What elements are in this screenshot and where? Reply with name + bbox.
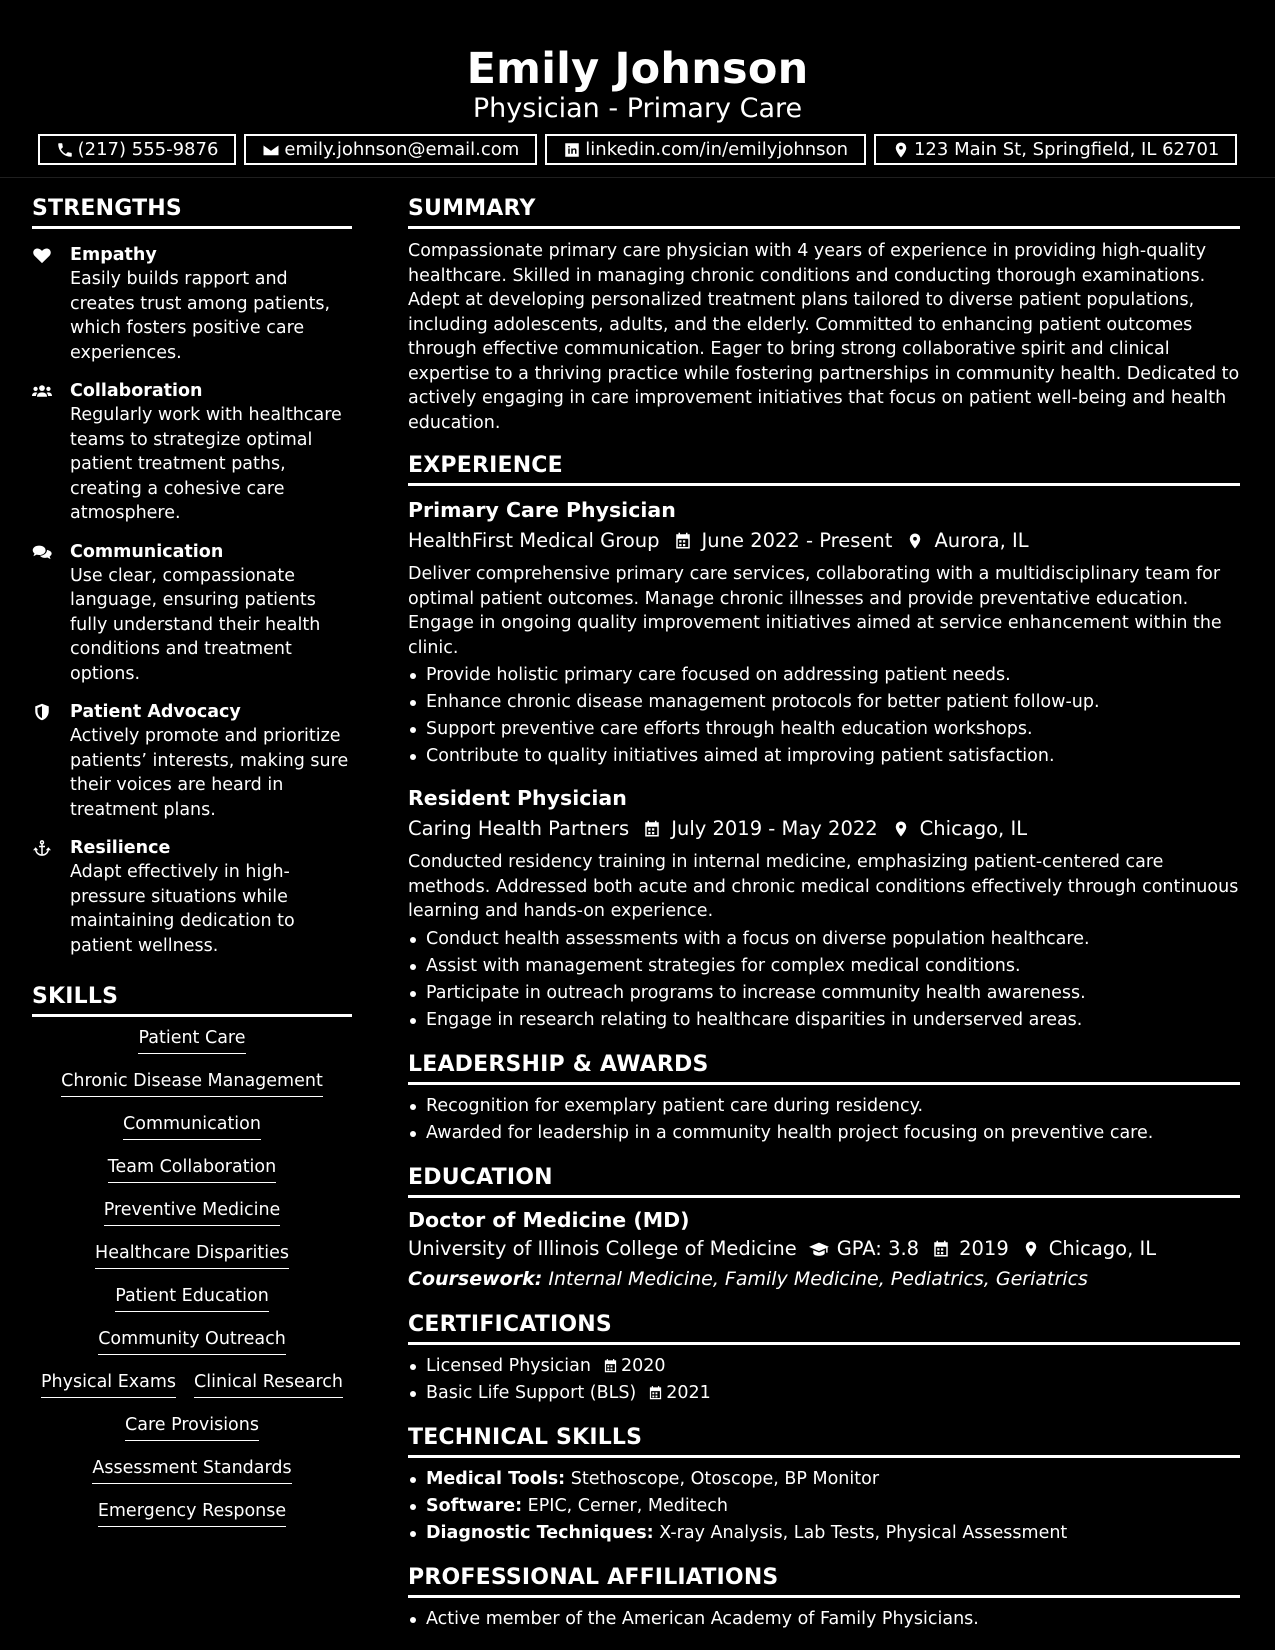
shield-icon: [32, 703, 52, 721]
strength-item: [32, 700, 352, 822]
graduation-year: 2019: [959, 1236, 1009, 1260]
skill-tag: Physical Exams: [41, 1371, 176, 1398]
education-section: [408, 1165, 1240, 1294]
certifications-title: CERTIFICATIONS: [408, 1312, 1240, 1345]
list-item: Support preventive care efforts through health education workshops.: [408, 716, 1240, 743]
cert-year: 2020: [620, 1355, 666, 1376]
skill-tag: Chronic Disease Management: [61, 1070, 323, 1097]
list-item: Contribute to quality initiatives aimed at improving patient satisfaction.: [408, 743, 1240, 770]
map-pin-icon: [892, 820, 910, 838]
job-entry: [408, 496, 1240, 770]
job-entry: [408, 784, 1240, 1034]
list-item: Engage in research relating to healthcare disparities in underserved areas.: [408, 1007, 1240, 1034]
job-desc: Conducted residency training in internal medicine, emphasizing patient-centered care methods. Addressed both acute and chronic medical conditions effectively through continuous learning and hands-on experience.: [408, 852, 1239, 921]
affiliations-title: PROFESSIONAL AFFILIATIONS: [408, 1565, 1240, 1598]
skills-list: [32, 1027, 352, 1527]
strength-item: [32, 836, 352, 958]
job-location: Aurora, IL: [934, 529, 1029, 552]
cert-name: Licensed Physician: [426, 1355, 591, 1376]
list-item: [408, 1493, 1240, 1520]
technical-skills-section: [408, 1425, 1240, 1547]
skill-tag: Patient Education: [115, 1285, 269, 1312]
map-pin-icon: [1021, 1240, 1041, 1258]
summary-title: SUMMARY: [408, 196, 1240, 229]
linkedin-icon: [563, 141, 581, 159]
job-title: Resident Physician: [408, 786, 627, 810]
skill-tag: Preventive Medicine: [104, 1199, 281, 1226]
job-desc: Deliver comprehensive primary care services, collaborating with a multidisciplinary team for optimal patient outcomes. Manage chronic illnesses and provide preventative education. Engage in ongoing quality improvement initiatives aimed at service enhancement within the clinic.: [408, 564, 1222, 658]
tech-label: Software:: [426, 1495, 523, 1516]
strength-item: [32, 540, 352, 687]
users-icon: [32, 382, 52, 400]
cert-year: 2021: [666, 1382, 711, 1403]
map-pin-icon: [892, 141, 910, 159]
skill-tag: Emergency Response: [98, 1500, 286, 1527]
school-name: University of Illinois College of Medicine: [408, 1236, 797, 1260]
school-location: Chicago, IL: [1048, 1236, 1157, 1260]
list-item: Assist with management strategies for complex medical conditions.: [408, 953, 1240, 980]
skill-tag: Assessment Standards: [92, 1457, 291, 1484]
experience-section: [408, 453, 1240, 1034]
skill-tag: Clinical Research: [194, 1371, 343, 1398]
anchor-icon: [32, 839, 52, 857]
skill-tag: Communication: [123, 1113, 261, 1140]
contact-email[interactable]: [244, 134, 537, 165]
job-company: HealthFirst Medical Group: [408, 529, 660, 552]
contact-linkedin[interactable]: [545, 134, 866, 165]
list-item: Participate in outreach programs to increase community health awareness.: [408, 980, 1240, 1007]
job-bullets: [408, 662, 1240, 770]
job-location: Chicago, IL: [919, 817, 1028, 840]
candidate-role: Physician - Primary Care: [472, 93, 803, 124]
strength-desc: Actively promote and prioritize patients’ interests, making sure their voices are heard in treatment plans.: [70, 726, 349, 820]
strength-title: Patient Advocacy: [70, 702, 241, 722]
list-item: Conduct health assessments with a focus on diverse population healthcare.: [408, 926, 1240, 953]
job-meta: [408, 814, 1240, 844]
leadership-list: [408, 1093, 1240, 1147]
tech-value: Stethoscope, Otoscope, BP Monitor: [570, 1468, 880, 1489]
skill-tag: Care Provisions: [125, 1414, 259, 1441]
contact-email-text: emily.johnson@email.com: [284, 139, 520, 160]
phone-icon: [56, 141, 74, 159]
tech-value: EPIC, Cerner, Meditech: [527, 1495, 729, 1516]
list-item: Provide holistic primary care focused on addressing patient needs.: [408, 662, 1240, 689]
degree-title: Doctor of Medicine (MD): [408, 1207, 690, 1232]
calendar-icon: [931, 1240, 951, 1258]
strength-desc: Adapt effectively in high-pressure situations while maintaining dedication to patient wellness.: [70, 862, 295, 956]
coursework-label: Coursework:: [408, 1267, 543, 1290]
tech-label: Diagnostic Techniques:: [426, 1522, 654, 1543]
list-item: [408, 1353, 1240, 1380]
contact-address[interactable]: [874, 134, 1237, 165]
skill-tag: Healthcare Disparities: [95, 1242, 289, 1269]
job-bullets: [408, 926, 1240, 1034]
job-dates: June 2022 - Present: [701, 529, 893, 552]
list-item: [408, 1380, 1240, 1407]
technical-skills-list: [408, 1466, 1240, 1547]
certifications-list: [408, 1353, 1240, 1407]
resume-header: [0, 0, 1275, 178]
strength-item: [32, 243, 352, 365]
strength-desc: Regularly work with healthcare teams to strategize optimal patient treatment paths, creating a cohesive care atmosphere.: [70, 405, 342, 523]
contact-phone[interactable]: [38, 134, 237, 165]
comments-icon: [32, 543, 52, 561]
job-meta: [408, 526, 1240, 556]
leadership-section: [408, 1052, 1240, 1147]
list-item: Awarded for leadership in a community health project focusing on preventive care.: [408, 1120, 1240, 1147]
list-item: Active member of the American Academy of Family Physicians.: [408, 1606, 1240, 1633]
strengths-title: STRENGTHS: [32, 196, 352, 229]
heart-icon: [32, 246, 52, 264]
candidate-name: Emily Johnson: [466, 44, 809, 94]
experience-title: EXPERIENCE: [408, 453, 1240, 486]
calendar-icon: [648, 1385, 663, 1401]
education-title: EDUCATION: [408, 1165, 1240, 1198]
skill-tag: Community Outreach: [98, 1328, 286, 1355]
left-column: [32, 196, 352, 1543]
strength-title: Communication: [70, 541, 224, 562]
strength-title: Collaboration: [70, 381, 203, 401]
envelope-icon: [262, 141, 280, 159]
certifications-section: [408, 1312, 1240, 1407]
affiliations-list: [408, 1606, 1240, 1633]
summary-text: Compassionate primary care physician with 4 years of experience in providing high-quality healthcare. Skilled in managing chronic conditions and conducting thorough examinations. Adept at developing personalized treatment plans tailored to diverse patient populations, including adolescents, adults, and the elderly. Committed to enhancing patient outcomes through effective communication. Eager to bring strong collaborative spirit and clinical expertise to a thriving practice while fostering partnerships in community health. Dedicated to actively engaging in care improvement initiatives that focus on patient well-being and health education.: [408, 241, 1240, 433]
right-column: [408, 196, 1240, 1633]
skill-tag: Patient Care: [138, 1027, 245, 1054]
tech-label: Medical Tools:: [426, 1468, 566, 1489]
list-item: [408, 1520, 1240, 1547]
contact-address-text: 123 Main St, Springfield, IL 62701: [913, 139, 1220, 160]
leadership-title: LEADERSHIP & AWARDS: [408, 1052, 1240, 1085]
calendar-icon: [674, 532, 692, 550]
calendar-icon: [643, 820, 661, 838]
gpa: GPA: 3.8: [836, 1236, 920, 1260]
tech-value: X-ray Analysis, Lab Tests, Physical Assessment: [659, 1522, 1068, 1543]
contact-linkedin-text: linkedin.com/in/emilyjohnson: [585, 139, 848, 160]
cert-name: Basic Life Support (BLS): [426, 1382, 637, 1403]
technical-skills-title: TECHNICAL SKILLS: [408, 1425, 1240, 1458]
map-pin-icon: [906, 532, 924, 550]
affiliations-section: [408, 1565, 1240, 1633]
calendar-icon: [603, 1358, 618, 1374]
education-meta: [408, 1234, 1240, 1264]
job-company: Caring Health Partners: [408, 817, 630, 840]
skill-tag: Team Collaboration: [108, 1156, 276, 1183]
list-item: Enhance chronic disease management protocols for better patient follow-up.: [408, 689, 1240, 716]
job-title: Primary Care Physician: [408, 498, 676, 522]
contact-phone-text: (217) 555-9876: [77, 139, 219, 160]
job-dates: July 2019 - May 2022: [671, 817, 878, 840]
coursework: [408, 1264, 1240, 1294]
strength-title: Empathy: [70, 245, 157, 265]
strength-desc: Easily builds rapport and creates trust among patients, which fosters positive care experiences.: [70, 269, 331, 363]
list-item: Recognition for exemplary patient care during residency.: [408, 1093, 1240, 1120]
strength-item: [32, 379, 352, 526]
strength-desc: Use clear, compassionate language, ensuring patients fully understand their health conditions and treatment options.: [70, 565, 321, 684]
contact-bar: [0, 134, 1275, 165]
list-item: [408, 1466, 1240, 1493]
strength-title: Resilience: [70, 838, 171, 858]
graduation-cap-icon: [809, 1240, 829, 1258]
skills-title: SKILLS: [32, 984, 352, 1017]
coursework-list: Internal Medicine, Family Medicine, Pediatrics, Geriatrics: [548, 1267, 1088, 1290]
